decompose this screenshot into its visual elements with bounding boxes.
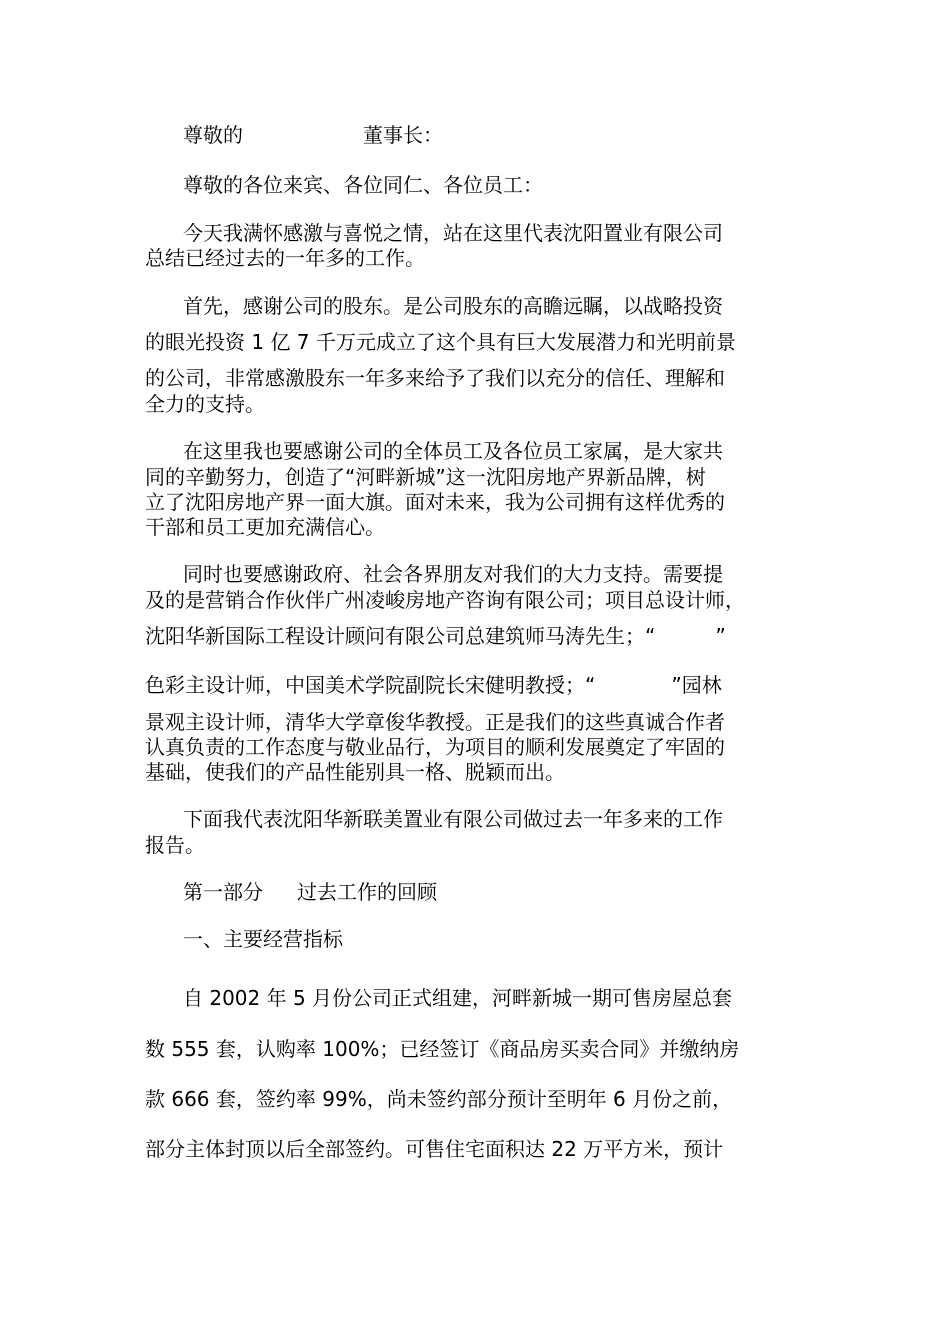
paragraph-line: 立了沈阳房地产界一面大旗。面对未来，我为公司拥有这样优秀的 (145, 490, 725, 514)
paragraph-line: 数 555 套，认购率 100%；已经签订《商品房买卖合同》并缴纳房 (145, 1037, 740, 1061)
paragraph-line: 的公司，非常感激股东一年多来给予了我们以充分的信任、理解和 (145, 366, 725, 390)
paragraph-line: 在这里我也要感谢公司的全体员工及各位员工家属，是大家共 (183, 439, 723, 463)
paragraph-line: 基础，使我们的产品性能别具一格、脱颖而出。 (145, 760, 565, 784)
quote-close: ”园林 (671, 673, 722, 697)
paragraph-line: 报告。 (145, 833, 205, 857)
salutation-part1: 尊敬的 (183, 123, 243, 147)
greeting: 尊敬的各位来宾、各位同仁、各位员工： (183, 173, 543, 197)
salutation-part2: 董事长： (363, 123, 443, 147)
paragraph-line: 的眼光投资 1 亿 7 千万元成立了这个具有巨大发展潜力和光明前景 (145, 330, 736, 354)
paragraph-line: 总结已经过去的一年多的工作。 (145, 246, 425, 270)
paragraph-line: 及的是营销合作伙伴广州凌峻房地产咨询有限公司；项目总设计师， (145, 588, 745, 612)
paragraph-line: 下面我代表沈阳华新联美置业有限公司做过去一年多来的工作 (183, 807, 723, 831)
paragraph-line: 款 666 套，签约率 99%，尚未签约部分预计至明年 6 月份之前， (145, 1087, 733, 1111)
paragraph-line: 首先，感谢公司的股东。是公司股东的高瞻远瞩，以战略投资 (183, 294, 723, 318)
paragraph-line: 今天我满怀感激与喜悦之情，站在这里代表沈阳置业有限公司 (183, 221, 723, 245)
paragraph-line: 自 2002 年 5 月份公司正式组建，河畔新城一期可售房屋总套 (183, 986, 733, 1010)
subheading: 一、主要经营指标 (183, 927, 343, 951)
salutation (183, 122, 443, 148)
paragraph-line: 全力的支持。 (145, 392, 265, 416)
paragraph-line: 干部和员工更加充满信心。 (145, 515, 385, 539)
paragraph-line: 沈阳华新国际工程设计顾问有限公司总建筑师马涛先生；“ ” (145, 624, 726, 648)
paragraph-line: 认真负责的工作态度与敬业品行，为项目的顺利发展奠定了牢固的 (145, 735, 725, 759)
section-title: 过去工作的回顾 (297, 880, 437, 904)
section-part: 第一部分 (183, 880, 263, 904)
paragraph-line: 景观主设计师，清华大学章俊华教授。正是我们的这些真诚合作者 (145, 710, 725, 734)
paragraph-line: 部分主体封顶以后全部签约。可售住宅面积达 22 万平方米，预计 (145, 1137, 724, 1161)
paragraph-line: 同的辛勤努力，创造了“河畔新城”这一沈阳房地产界新品牌，树 (145, 465, 706, 489)
paragraph-line: 同时也要感谢政府、社会各界朋友对我们的大力支持。需要提 (183, 562, 723, 586)
section-heading (183, 879, 437, 905)
paragraph-line: 色彩主设计师，中国美术学院副院长宋健明教授；“ ”园林 (145, 673, 722, 697)
quote-close: ” (715, 624, 726, 648)
